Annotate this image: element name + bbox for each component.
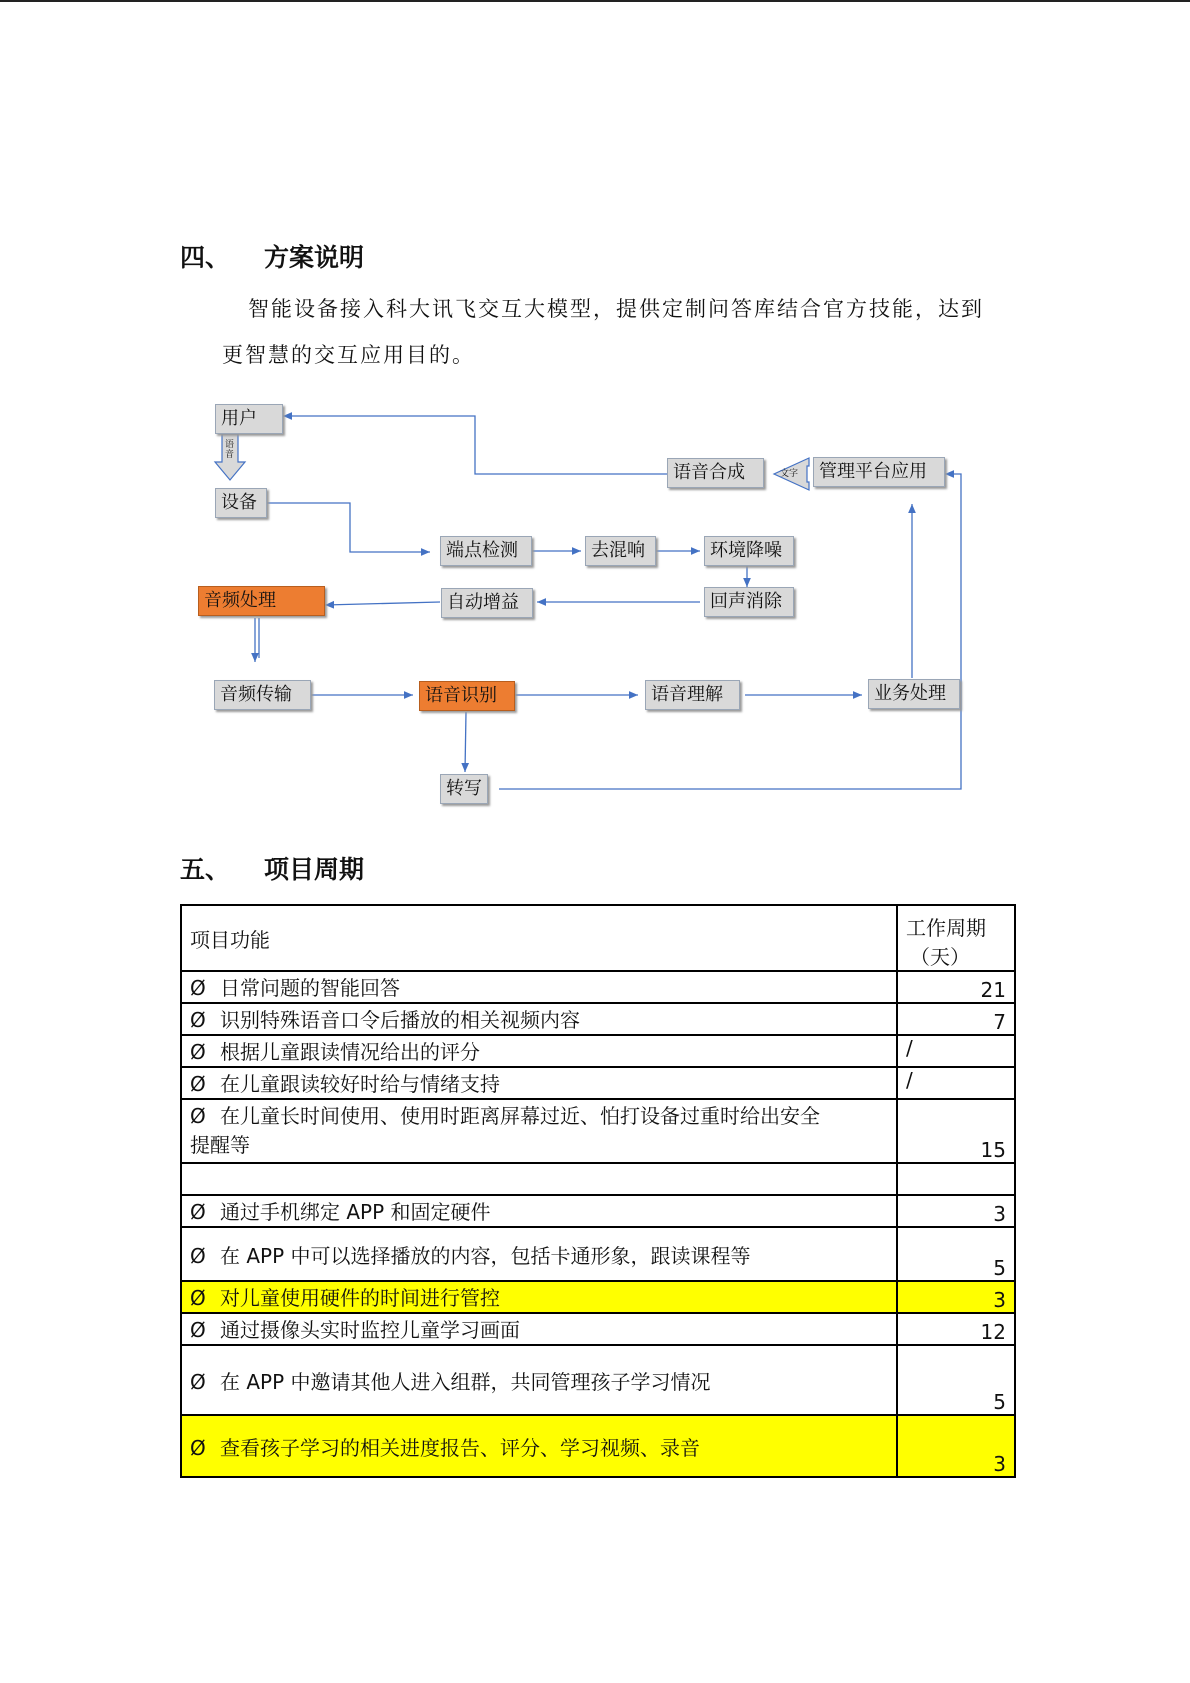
paragraph-line2: 更智慧的交互应用目的。 bbox=[222, 343, 475, 367]
text-label: 文字 bbox=[780, 469, 799, 479]
table-row bbox=[181, 1195, 1015, 1227]
row-function-line2: 提醒等 bbox=[190, 1133, 250, 1157]
bullet: Ø bbox=[190, 1286, 206, 1310]
line-device-to-endpoint bbox=[267, 503, 430, 552]
row-function: 在 APP 中邀请其他人进入组群，共同管理孩子学习情况 bbox=[220, 1369, 711, 1394]
section4-paragraph bbox=[222, 286, 1012, 378]
node-speech-recognition: 语音识别 bbox=[419, 681, 515, 711]
node-speech-understanding: 语音理解 bbox=[645, 680, 740, 710]
bullet: Ø bbox=[190, 1008, 206, 1032]
node-audio-processing: 音频处理 bbox=[198, 586, 325, 616]
row-days: 21 bbox=[897, 971, 1015, 1003]
table-row-highlighted bbox=[181, 1415, 1015, 1477]
line-transcribe-to-platform bbox=[499, 474, 961, 789]
table-row bbox=[181, 1227, 1015, 1281]
bullet: Ø bbox=[190, 1244, 206, 1268]
header-days bbox=[897, 905, 1015, 971]
section4-heading bbox=[180, 238, 364, 274]
row-days: 3 bbox=[897, 1281, 1015, 1313]
node-speech-synthesis: 语音合成 bbox=[667, 458, 764, 488]
row-function: 根据儿童跟读情况给出的评分 bbox=[220, 1040, 480, 1064]
row-function: 日常问题的智能回答 bbox=[220, 976, 400, 1000]
row-days: 5 bbox=[897, 1227, 1015, 1281]
section4-title: 方案说明 bbox=[264, 243, 365, 272]
header-days-line2: （天） bbox=[910, 945, 970, 969]
row-days: 15 bbox=[897, 1099, 1015, 1163]
line-tts-to-user bbox=[283, 416, 667, 474]
row-function: 在儿童跟读较好时给与情绪支持 bbox=[220, 1072, 500, 1096]
top-rule bbox=[0, 0, 1190, 2]
table-row-highlighted bbox=[181, 1281, 1015, 1313]
row-days: / bbox=[897, 1067, 1015, 1099]
table-row bbox=[181, 1345, 1015, 1415]
node-business-processing: 业务处理 bbox=[868, 679, 960, 709]
node-audio-transmission: 音频传输 bbox=[214, 680, 311, 710]
table-row bbox=[181, 1067, 1015, 1099]
bullet: Ø bbox=[190, 1040, 206, 1064]
flow-diagram bbox=[195, 400, 975, 820]
line-agc-to-audioproc bbox=[325, 602, 440, 605]
bullet: Ø bbox=[190, 1104, 206, 1128]
row-function: 通过手机绑定 APP 和固定硬件 bbox=[220, 1200, 491, 1224]
bullet: Ø bbox=[190, 1072, 206, 1096]
bullet: Ø bbox=[190, 1200, 206, 1224]
row-days: 7 bbox=[897, 1003, 1015, 1035]
project-cycle-table bbox=[180, 904, 1016, 1478]
row-days: 5 bbox=[897, 1345, 1015, 1415]
node-agc: 自动增益 bbox=[441, 588, 533, 618]
bullet: Ø bbox=[190, 1369, 206, 1394]
node-transcribe: 转写 bbox=[440, 774, 488, 804]
table-row bbox=[181, 1313, 1015, 1345]
section5-heading bbox=[180, 850, 364, 886]
node-denoise: 环境降噪 bbox=[704, 536, 794, 566]
section5-number: 五、 bbox=[180, 855, 231, 884]
row-function: 查看孩子学习的相关进度报告、评分、学习视频、录音 bbox=[220, 1435, 700, 1460]
paragraph-line1: 智能设备接入科大讯飞交互大模型，提供定制问答库结合官方技能，达到 bbox=[248, 297, 984, 321]
node-device: 设备 bbox=[215, 488, 267, 518]
voice-label: 语音 bbox=[225, 440, 235, 460]
bullet: Ø bbox=[190, 1318, 206, 1342]
node-endpoint: 端点检测 bbox=[440, 536, 532, 566]
row-days: / bbox=[897, 1035, 1015, 1067]
table-row bbox=[181, 1099, 1015, 1163]
row-function: 识别特殊语音口令后播放的相关视频内容 bbox=[220, 1008, 580, 1032]
section5-title: 项目周期 bbox=[264, 855, 365, 884]
node-management-platform: 管理平台应用 bbox=[813, 457, 945, 487]
bullet: Ø bbox=[190, 976, 206, 1000]
node-echo: 回声消除 bbox=[704, 587, 794, 617]
header-function: 项目功能 bbox=[181, 905, 897, 971]
header-days-line1: 工作周期 bbox=[906, 916, 986, 940]
row-function: 通过摄像头实时监控儿童学习画面 bbox=[220, 1318, 520, 1342]
node-user: 用户 bbox=[215, 404, 283, 434]
table-row-empty bbox=[181, 1163, 1015, 1195]
node-dereverb: 去混响 bbox=[585, 536, 656, 566]
bullet: Ø bbox=[190, 1435, 206, 1460]
row-function: 在 APP 中可以选择播放的内容，包括卡通形象，跟读课程等 bbox=[220, 1244, 751, 1268]
table-row bbox=[181, 1035, 1015, 1067]
line-asr-to-transcribe bbox=[465, 712, 466, 772]
row-days: 12 bbox=[897, 1313, 1015, 1345]
table-header-row bbox=[181, 905, 1015, 971]
table-row bbox=[181, 1003, 1015, 1035]
row-function-line1: 在儿童长时间使用、使用时距离屏幕过近、怕打设备过重时给出安全 bbox=[220, 1104, 820, 1128]
section4-number: 四、 bbox=[180, 243, 231, 272]
row-function: 对儿童使用硬件的时间进行管控 bbox=[220, 1286, 500, 1310]
table-row bbox=[181, 971, 1015, 1003]
row-days: 3 bbox=[897, 1195, 1015, 1227]
row-days: 3 bbox=[897, 1415, 1015, 1477]
